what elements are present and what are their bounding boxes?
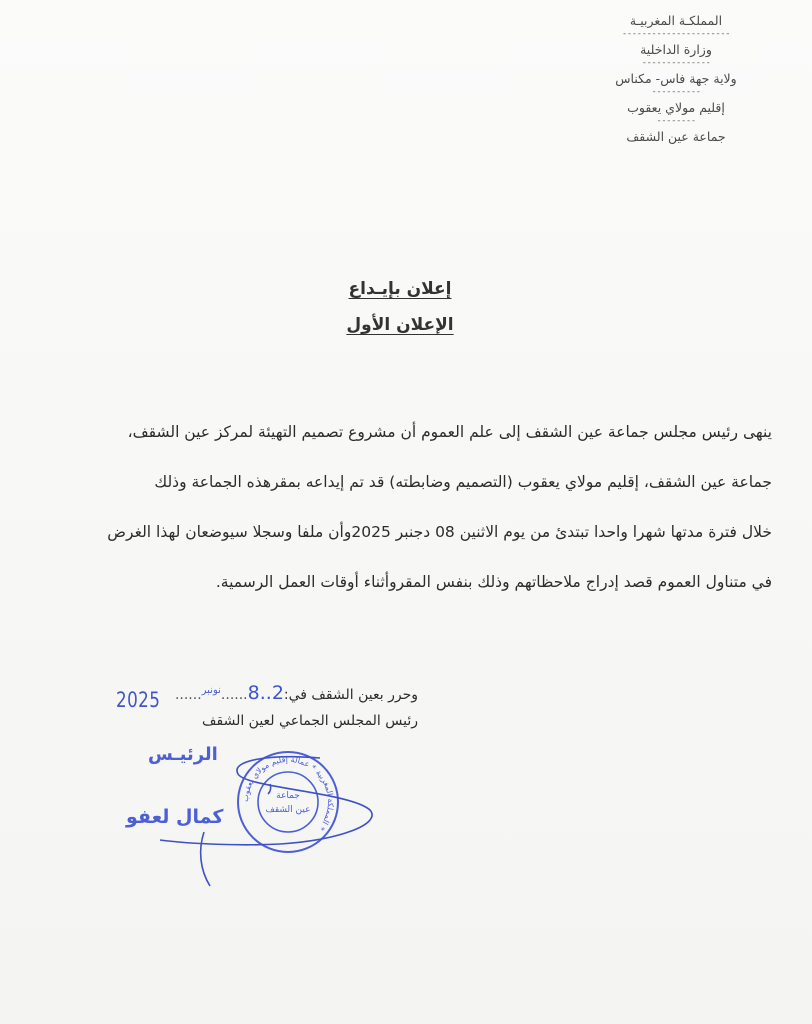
header-ministry: وزارة الداخلية xyxy=(640,42,712,57)
date-dots: ...... xyxy=(220,687,248,703)
document-header xyxy=(576,12,776,146)
signature-block xyxy=(100,676,418,736)
body-line: ينهى رئيس مجلس جماعة عين الشقف إلى علم العموم أن مشروع تصميم التهيئة لمركز عين الشقف، xyxy=(127,423,772,441)
place-prefix: وحرر بعين الشقف في: xyxy=(283,687,418,703)
main-title: إعلان بإيـداع xyxy=(348,279,452,299)
header-separator: ---------------------- xyxy=(621,29,731,39)
body-line: في متناول العموم قصد إدراج ملاحظاتهم وذلك بنفس المقروأثناء أوقات العمل الرسمية. xyxy=(215,573,772,591)
document-titles xyxy=(300,272,500,344)
official-seal-and-signature xyxy=(120,740,380,890)
header-region: ولاية جهة فاس- مكناس xyxy=(615,71,737,86)
announcement-body xyxy=(44,414,772,614)
sub-title: الإعلان الأول xyxy=(346,315,454,335)
handwritten-year: 2025 xyxy=(116,688,161,712)
seal-inner-line-2: عين الشقف xyxy=(265,805,311,815)
header-province: إقليم مولاي يعقوب xyxy=(627,100,725,115)
header-kingdom: المملكـة المغربيـة xyxy=(629,13,723,28)
president-stamp-title: الرئيـس xyxy=(148,744,218,765)
seal-outer-text: المملكة المغربية * عمالة إقليم مولاي يعقوب * xyxy=(240,754,336,833)
seal-inner-line-1: جماعة xyxy=(276,791,300,801)
header-separator: ---------- xyxy=(651,87,701,97)
date-dots: ...... xyxy=(174,687,202,703)
official-seal xyxy=(238,752,338,852)
header-separator: -------- xyxy=(656,116,696,126)
header-separator: -------------- xyxy=(641,58,711,68)
signatory-line: رئيس المجلس الجماعي لعين الشقف xyxy=(202,713,418,729)
handwritten-day: 2..8 xyxy=(247,682,284,704)
handwritten-month: نونبر xyxy=(201,685,221,696)
header-commune: جماعة عين الشقف xyxy=(626,129,726,144)
body-line: جماعة عين الشقف، إقليم مولاي يعقوب (التصميم وضابطته) قد تم إيداعه بمقرهذه الجماعة وذلك xyxy=(154,473,772,491)
body-line: خلال فترة مدتها شهرا واحدا تبتدئ من يوم الاثنين 08 دجنبر 2025وأن ملفا وسجلا سيوضعان لهذا الغرض xyxy=(107,523,772,541)
president-stamp-name: كمال لعفو xyxy=(126,806,224,828)
